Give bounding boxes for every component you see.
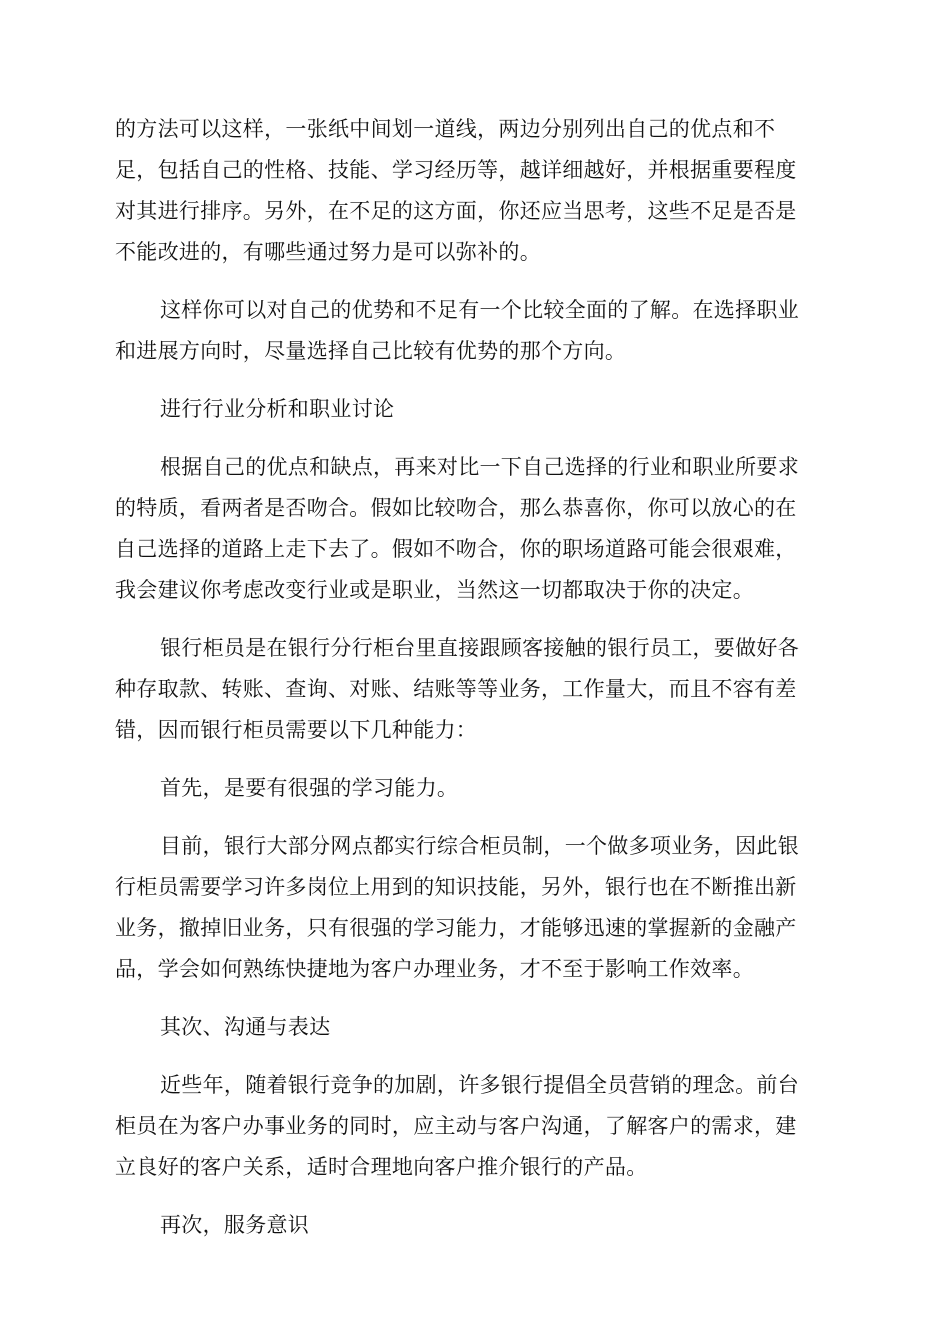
text-line: 根据自己的优点和缺点，再来对比一下自己选择的行业和职业所要求 [160, 455, 799, 479]
section-heading [115, 1007, 835, 1048]
text-line: 业务，撤掉旧业务，只有很强的学习能力，才能够迅速的掌握新的金融产 [115, 916, 797, 940]
text-line: 足，包括自己的性格、技能、学习经历等，越详细越好，并根据重要程度 [115, 158, 797, 182]
paragraph [115, 447, 835, 611]
paragraph [115, 109, 835, 273]
text-line: 种存取款、转账、查询、对账、结账等等业务，工作量大，而且不容有差 [115, 677, 797, 701]
text-line: 行柜员需要学习许多岗位上用到的知识技能，另外，银行也在不断推出新 [115, 875, 797, 899]
text-line: 立良好的客户关系，适时合理地向客户推介银行的产品。 [115, 1155, 648, 1179]
section-heading [115, 768, 835, 809]
paragraph [115, 628, 835, 751]
text-line: 的特质，看两者是否吻合。假如比较吻合，那么恭喜你，你可以放心的在 [115, 496, 797, 520]
text-line: 的方法可以这样，一张纸中间划一道线，两边分别列出自己的优点和不 [115, 117, 776, 141]
text-line: 错，因而银行柜员需要以下几种能力： [115, 718, 478, 742]
paragraph [115, 826, 835, 990]
text-line: 再次，服务意识 [160, 1213, 310, 1237]
text-line: 我会建议你考虑改变行业或是职业，当然这一切都取决于你的决定。 [115, 578, 754, 602]
text-line: 自己选择的道路上走下去了。假如不吻合，你的职场道路可能会很艰难， [115, 537, 797, 561]
section-heading [115, 389, 835, 430]
text-line: 和进展方向时，尽量选择自己比较有优势的那个方向。 [115, 339, 627, 363]
text-line: 不能改进的，有哪些通过努力是可以弥补的。 [115, 240, 541, 264]
text-line: 这样你可以对自己的优势和不足有一个比较全面的了解。在选择职业 [160, 298, 799, 322]
text-line: 其次、沟通与表达 [160, 1015, 331, 1039]
text-line: 目前，银行大部分网点都实行综合柜员制，一个做多项业务，因此银 [160, 834, 799, 858]
text-line: 银行柜员是在银行分行柜台里直接跟顾客接触的银行员工，要做好各 [160, 636, 799, 660]
text-line: 近些年，随着银行竞争的加剧，许多银行提倡全员营销的理念。前台 [160, 1073, 799, 1097]
text-line: 首先，是要有很强的学习能力。 [160, 776, 459, 800]
text-line: 品，学会如何熟练快捷地为客户办理业务，才不至于影响工作效率。 [115, 957, 754, 981]
text-line: 柜员在为客户办事业务的同时，应主动与客户沟通，了解客户的需求，建 [115, 1114, 797, 1138]
document-body [115, 109, 835, 1263]
text-line: 进行行业分析和职业讨论 [160, 397, 395, 421]
paragraph [115, 290, 835, 372]
section-heading [115, 1205, 835, 1246]
paragraph [115, 1065, 835, 1188]
text-line: 对其进行排序。另外，在不足的这方面，你还应当思考，这些不足是否是 [115, 199, 797, 223]
